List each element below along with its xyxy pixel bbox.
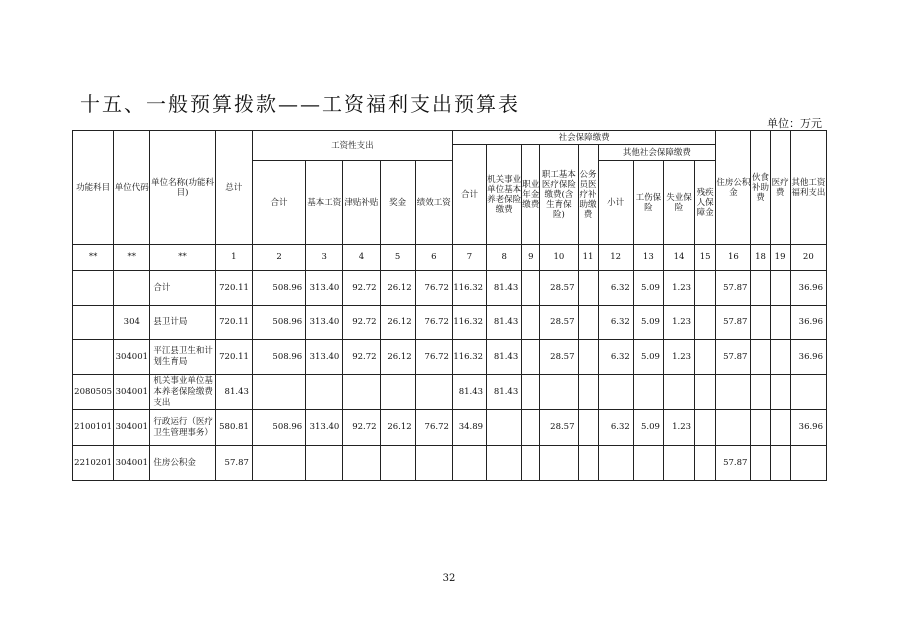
table-cell: [578, 306, 598, 340]
table-row: [73, 271, 827, 306]
table-cell: 580.81: [215, 410, 252, 446]
table-cell: 76.72: [415, 340, 452, 375]
table-cell: 81.43: [487, 306, 522, 340]
table-cell: [380, 375, 415, 410]
table-cell: [663, 446, 694, 481]
table-cell: 81.43: [487, 340, 522, 375]
table-cell: 116.32: [452, 340, 486, 375]
table-cell: [598, 375, 633, 410]
table-cell: 304: [114, 306, 150, 340]
data-rows: [73, 271, 827, 481]
table-cell: [751, 340, 770, 375]
table-cell: 5.09: [633, 410, 663, 446]
table-cell: [770, 340, 790, 375]
table-cell: [380, 446, 415, 481]
table-cell: [770, 446, 790, 481]
header-func: 功能科目: [73, 131, 114, 245]
table-cell: [343, 446, 380, 481]
header-medical: 职工基本医疗保险缴费(含生育保险): [540, 145, 578, 245]
index-cell: **: [114, 245, 150, 271]
table-cell: 57.87: [716, 340, 751, 375]
table-cell: [695, 306, 716, 340]
page-title: 十五、一般预算拨款——工资福利支出预算表: [80, 92, 520, 116]
table-cell: 2210201: [73, 446, 114, 481]
table-cell: 313.40: [306, 340, 343, 375]
header-other-welfare: 其他工资福利支出: [790, 131, 826, 245]
index-cell: 14: [663, 245, 694, 271]
table-cell: [751, 306, 770, 340]
index-cell: 16: [716, 245, 751, 271]
table-cell: 720.11: [215, 306, 252, 340]
table-cell: [415, 446, 452, 481]
table-cell: [487, 410, 522, 446]
header-other-subtotal: 小计: [598, 161, 633, 245]
header-disabled: 残疾人保障金: [695, 161, 716, 245]
table-cell: [578, 446, 598, 481]
table-cell: 28.57: [540, 271, 578, 306]
header-annuity: 职业年金缴费: [522, 145, 540, 245]
index-cell: 10: [540, 245, 578, 271]
table-cell: 508.96: [252, 410, 305, 446]
table-cell: 313.40: [306, 306, 343, 340]
table-cell: 行政运行（医疗卫生管理事务）: [150, 410, 215, 446]
table-cell: [252, 446, 305, 481]
index-cell: 9: [522, 245, 540, 271]
column-index-row: [73, 245, 827, 271]
table-cell: [252, 375, 305, 410]
table-cell: 28.57: [540, 410, 578, 446]
index-cell: 2: [252, 245, 305, 271]
header-social-total: 合计: [452, 145, 486, 245]
table-cell: 28.57: [540, 306, 578, 340]
header-total: 总计: [215, 131, 252, 245]
table-cell: 5.09: [633, 306, 663, 340]
table-cell: 57.87: [716, 306, 751, 340]
table-cell: [751, 271, 770, 306]
index-cell: 19: [770, 245, 790, 271]
index-cell: 11: [578, 245, 598, 271]
table-cell: 76.72: [415, 306, 452, 340]
budget-table: [72, 130, 827, 481]
index-cell: 3: [306, 245, 343, 271]
header-code: 单位代码: [114, 131, 150, 245]
table-row: [73, 446, 827, 481]
table-cell: [663, 375, 694, 410]
table-cell: [751, 410, 770, 446]
table-cell: 县卫计局: [150, 306, 215, 340]
index-cell: 13: [633, 245, 663, 271]
table-cell: [633, 375, 663, 410]
index-cell: 7: [452, 245, 486, 271]
table-cell: 机关事业单位基本养老保险缴费支出: [150, 375, 215, 410]
table-cell: [790, 375, 826, 410]
table-cell: 304001: [114, 375, 150, 410]
table-cell: [114, 271, 150, 306]
table-cell: 313.40: [306, 410, 343, 446]
table-cell: [770, 271, 790, 306]
table-cell: [522, 340, 540, 375]
table-cell: [73, 340, 114, 375]
table-cell: [343, 375, 380, 410]
table-cell: 116.32: [452, 306, 486, 340]
table-cell: 6.32: [598, 340, 633, 375]
index-cell: 4: [343, 245, 380, 271]
header-social-group: 社会保障缴费: [452, 131, 715, 145]
table-cell: 26.12: [380, 306, 415, 340]
header-unemployment: 失业保险: [663, 161, 694, 245]
table-cell: [452, 446, 486, 481]
table-cell: 92.72: [343, 306, 380, 340]
table-cell: 76.72: [415, 271, 452, 306]
table-cell: [695, 410, 716, 446]
index-cell: 8: [487, 245, 522, 271]
table-cell: 36.96: [790, 271, 826, 306]
page-number: 32: [442, 573, 456, 584]
table-row: [73, 340, 827, 375]
header-civil-medical: 公务员医疗补助缴费: [578, 145, 598, 245]
index-cell: 18: [751, 245, 770, 271]
index-cell: 20: [790, 245, 826, 271]
index-cell: **: [150, 245, 215, 271]
table-cell: [306, 446, 343, 481]
table-cell: [695, 375, 716, 410]
index-cell: 5: [380, 245, 415, 271]
header-injury: 工伤保险: [633, 161, 663, 245]
table-cell: 26.12: [380, 271, 415, 306]
table-cell: 36.96: [790, 340, 826, 375]
table-cell: 36.96: [790, 306, 826, 340]
table-cell: 304001: [114, 446, 150, 481]
table-cell: 平江县卫生和计划生育局: [150, 340, 215, 375]
table-cell: [695, 446, 716, 481]
table-cell: [522, 306, 540, 340]
table-cell: 2080505: [73, 375, 114, 410]
table-cell: [522, 271, 540, 306]
table-cell: [598, 446, 633, 481]
table-cell: [73, 271, 114, 306]
index-cell: 15: [695, 245, 716, 271]
table-cell: [770, 306, 790, 340]
table-cell: 508.96: [252, 271, 305, 306]
index-cell: 12: [598, 245, 633, 271]
index-cell: 6: [415, 245, 452, 271]
table-cell: [415, 375, 452, 410]
header-name: 单位名称(功能科目): [150, 131, 215, 245]
index-cell: 1: [215, 245, 252, 271]
table-cell: 1.23: [663, 340, 694, 375]
table-cell: [522, 446, 540, 481]
table-cell: [790, 446, 826, 481]
table-cell: [522, 410, 540, 446]
table-cell: 57.87: [716, 271, 751, 306]
table-cell: 720.11: [215, 340, 252, 375]
table-cell: 92.72: [343, 410, 380, 446]
table-cell: [633, 446, 663, 481]
header-wage-group: 工资性支出: [252, 131, 452, 161]
table-cell: [578, 271, 598, 306]
header-med-fee: 医疗费: [770, 131, 790, 245]
table-cell: [751, 446, 770, 481]
header-housing: 住房公积金: [716, 131, 751, 245]
table-cell: 34.89: [452, 410, 486, 446]
header-perf-wage: 绩效工资: [415, 161, 452, 245]
table-cell: 76.72: [415, 410, 452, 446]
table-cell: 5.09: [633, 271, 663, 306]
table-cell: [770, 410, 790, 446]
header-allowance: 津贴补贴: [343, 161, 380, 245]
table-cell: [751, 375, 770, 410]
table-cell: [716, 375, 751, 410]
table-cell: 1.23: [663, 271, 694, 306]
table-row: [73, 375, 827, 410]
table-cell: 81.43: [215, 375, 252, 410]
table-cell: [578, 410, 598, 446]
table-cell: 6.32: [598, 306, 633, 340]
table-cell: 住房公积金: [150, 446, 215, 481]
table-cell: 26.12: [380, 340, 415, 375]
table-cell: 81.43: [452, 375, 486, 410]
table-cell: [540, 446, 578, 481]
header-meal: 伙食补助费: [751, 131, 770, 245]
header-other-group: 其他社会保障缴费: [598, 145, 716, 161]
header-wage-total: 合计: [252, 161, 305, 245]
table-cell: 6.32: [598, 410, 633, 446]
table-cell: [73, 306, 114, 340]
header-basic-wage: 基本工资: [306, 161, 343, 245]
header-pension: 机关事业单位基本养老保险缴费: [487, 145, 522, 245]
header-bonus: 奖金: [380, 161, 415, 245]
table-cell: 508.96: [252, 306, 305, 340]
table-cell: [716, 410, 751, 446]
table-cell: 26.12: [380, 410, 415, 446]
table-cell: 81.43: [487, 375, 522, 410]
table-cell: [540, 375, 578, 410]
table-cell: 81.43: [487, 271, 522, 306]
table-cell: [695, 271, 716, 306]
table-cell: [578, 375, 598, 410]
table-cell: [487, 446, 522, 481]
table-row: [73, 306, 827, 340]
table-cell: 5.09: [633, 340, 663, 375]
table-cell: 28.57: [540, 340, 578, 375]
table-cell: 304001: [114, 340, 150, 375]
table-cell: 508.96: [252, 340, 305, 375]
unit-label: 单位：万元: [767, 117, 822, 130]
table-cell: [522, 375, 540, 410]
table-cell: 92.72: [343, 340, 380, 375]
table-cell: 313.40: [306, 271, 343, 306]
table-cell: 36.96: [790, 410, 826, 446]
table-cell: 1.23: [663, 306, 694, 340]
table-cell: 304001: [114, 410, 150, 446]
table-cell: 116.32: [452, 271, 486, 306]
table-cell: 6.32: [598, 271, 633, 306]
index-cell: **: [73, 245, 114, 271]
table-cell: 92.72: [343, 271, 380, 306]
table-row: [73, 410, 827, 446]
table-cell: [578, 340, 598, 375]
table-cell: [695, 340, 716, 375]
table-cell: 57.87: [215, 446, 252, 481]
table-cell: 2100101: [73, 410, 114, 446]
table-cell: 57.87: [716, 446, 751, 481]
table-cell: 合计: [150, 271, 215, 306]
table-cell: [770, 375, 790, 410]
table-cell: 1.23: [663, 410, 694, 446]
table-cell: 720.11: [215, 271, 252, 306]
table-cell: [306, 375, 343, 410]
